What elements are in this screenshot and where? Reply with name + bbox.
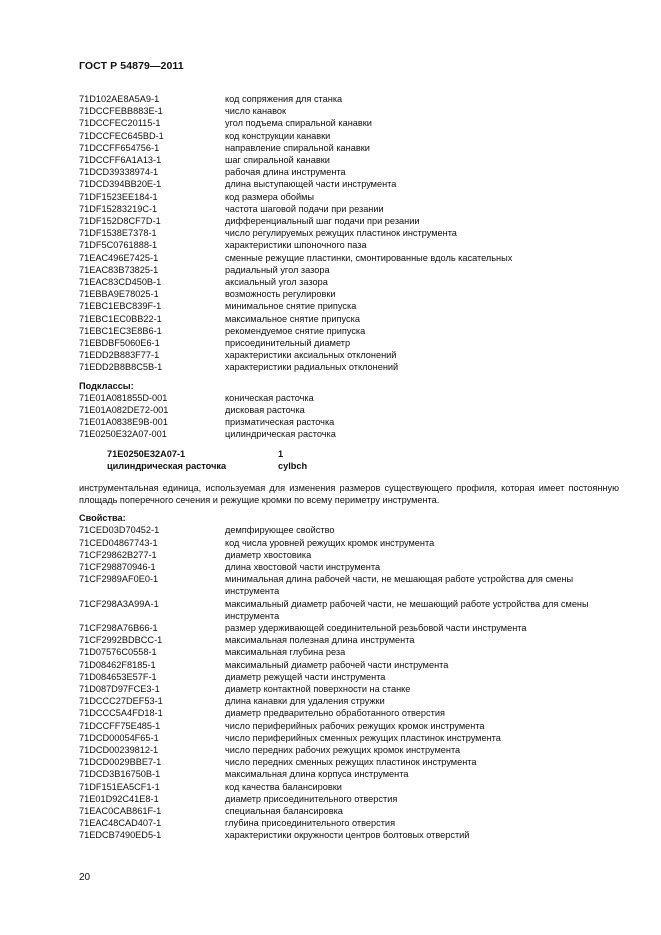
class-name: цилиндрическая расточка [107,460,227,471]
item-code: 71DCD394BB20E-1 [79,179,162,190]
subclasses-list [79,392,619,441]
item-description: сменные режущие пластинки, смонтированные вдоль касательных [225,252,513,263]
properties-list [79,524,619,841]
list-item [79,793,619,805]
item-description: длина выступающей части инструмента [225,179,397,190]
list-item [79,227,619,239]
item-code: 71EDD2B883F77-1 [79,350,160,361]
item-description: размер удерживающей соединительной резьбовой части инструмента [225,622,527,633]
item-code: 71DCCFF654756-1 [79,142,160,153]
item-description: код размера обоймы [225,191,315,202]
list-item [79,404,619,416]
list-item [79,361,619,373]
item-description: максимальный диаметр рабочей части, не мешающий работе устройства для смены инструмента [225,598,589,621]
item-description: цилиндрическая расточка [225,429,336,440]
item-code: 71E01D92C41E8-1 [79,793,159,804]
item-code: 71DCCC27DEF53-1 [79,696,163,707]
item-description: характеристики окружности центров болтовых отверстий [225,830,470,841]
item-code: 71DCCFEBB883E-1 [79,106,163,117]
item-description: коническая расточка [225,392,314,403]
item-code: 71CF298A3A99A-1 [79,598,159,609]
item-description: рекомендуемое снятие припуска [225,325,366,336]
item-code: 71DF1538E7378-1 [79,228,157,239]
class-version: 1 [278,448,284,459]
item-code: 71CF2992BDBCC-1 [79,635,163,646]
list-item [79,191,619,203]
item-code: 71DCCFEC645BD-1 [79,130,164,141]
list-item [79,561,619,573]
item-code: 71EAC83B73825-1 [79,264,159,275]
list-item [79,252,619,264]
item-description: число канавок [225,106,287,117]
list-item [79,695,619,707]
list-item [79,817,619,829]
list-item [79,105,619,117]
list-item [79,573,619,597]
item-code: 71CF2989AF0E0-1 [79,574,159,585]
class-entry [107,448,619,472]
item-description: дифференциальный шаг подачи при резании [225,216,420,227]
list-item [79,671,619,683]
item-description: минимальная длина рабочей части, не мешающая работе устройства для смены инструмента [225,574,574,597]
item-description: число периферийных сменных режущих пластинок инструмента [225,732,501,743]
item-code: 71D07576C0558-1 [79,647,157,658]
item-code: 71EDD2B8B8C5B-1 [79,362,163,373]
item-code: 71E01A081855D-001 [79,392,168,403]
item-description: максимальный диаметр рабочей части инструмента [225,659,449,670]
list-item [79,142,619,154]
item-description: частота шаговой подачи при резании [225,203,384,214]
list-item [79,166,619,178]
list-item [79,313,619,325]
item-description: максимальное снятие припуска [225,313,360,324]
item-code: 71DF1523EE184-1 [79,191,158,202]
list-item [79,349,619,361]
list-item [79,744,619,756]
item-code: 71EAC0CAB861F-1 [79,805,162,816]
list-item [79,829,619,841]
list-item [79,264,619,276]
item-description: присоединительный диаметр [225,338,351,349]
list-item [79,683,619,695]
item-code: 71DCCFF6A1A13-1 [79,155,162,166]
list-item [79,720,619,732]
list-item [79,428,619,440]
item-description: призматическая расточка [225,417,335,428]
item-code: 71EBC1EC0BB22-1 [79,313,162,324]
list-item [79,154,619,166]
item-code: 71EAC48CAD407-1 [79,818,162,829]
subclasses-heading: Подклассы: [79,380,134,391]
item-code: 71EDCB7490ED5-1 [79,830,162,841]
item-code: 71DCD3B16750B-1 [79,769,161,780]
list-item [79,392,619,404]
item-description: код сопряжения для станка [225,94,343,104]
list-item [79,524,619,536]
list-item [79,622,619,634]
item-code: 71CED04867743-1 [79,537,158,548]
item-description: максимальная полезная длина инструмента [225,635,415,646]
page-header: ГОСТ Р 54879—2011 [79,60,184,72]
item-code: 71DCCFEC20115-1 [79,118,161,129]
list-item [79,215,619,227]
item-description: число передних сменных режущих пластинок инструмента [225,757,477,768]
item-description: код числа уровней режущих кромок инструмента [225,537,435,548]
item-description: специальная балансировка [225,805,343,816]
item-description: возможность регулировки [225,289,336,300]
class-definition: инструментальная единица, используемая для изменения размеров существующего профиля, которая имеет постоянную площадь поперечного сечения и режущие кромки по всему периметру инструмента. [79,482,619,505]
list-item [79,732,619,744]
item-description: число периферийных рабочих режущих кромок инструмента [225,720,485,731]
item-code: 71DCCC5A4FD18-1 [79,708,163,719]
item-description: дисковая расточка [225,405,305,416]
list-item [79,203,619,215]
item-code: 71D084653E57F-1 [79,671,157,682]
item-description: характеристики аксиальных отклонений [225,350,397,361]
list-item [79,646,619,658]
item-code: 71E01A082DE72-001 [79,405,169,416]
item-code: 71DCD39338974-1 [79,167,159,178]
page-number: 20 [79,872,91,883]
class-code: 71E0250E32A07-1 [107,448,186,459]
list-item [79,598,619,622]
list-item [79,239,619,251]
class-short-name: cylbch [278,460,308,471]
item-code: 71D087D97FCE3-1 [79,683,160,694]
list-item [79,130,619,142]
item-description: число регулируемых режущих пластинок инструмента [225,228,457,239]
item-code: 71EBDBF5060E6-1 [79,338,160,349]
item-description: рабочая длина инструмента [225,167,346,178]
item-code: 71DCCFF75E485-1 [79,720,161,731]
list-item [79,707,619,719]
item-description: диаметр хвостовика [225,549,312,560]
item-description: демпфирующее свойство [225,525,335,536]
item-code: 71DF5C0761888-1 [79,240,158,251]
item-description: аксиальный угол зазора [225,277,328,288]
list-item [79,756,619,768]
list-item [79,288,619,300]
item-code: 71EBBA9E78025-1 [79,289,159,300]
item-code: 71EBC1EBC839F-1 [79,301,162,312]
list-item [79,117,619,129]
item-code: 71CED03D70452-1 [79,525,160,536]
item-code: 71DF15283219C-1 [79,203,158,214]
item-description: шаг спиральной канавки [225,155,330,166]
item-code: 71DF152D8CF7D-1 [79,216,161,227]
item-description: радиальный угол зазора [225,264,330,275]
item-code: 71DCD00054F65-1 [79,732,159,743]
list-item [79,634,619,646]
item-code: 71DF151EA5CF1-1 [79,781,160,792]
item-description: код конструкции канавки [225,130,331,141]
attribute-list [79,93,619,374]
item-description: число передних рабочих режущих кромок инструмента [225,744,461,755]
list-item [79,93,619,105]
item-description: угол подъема спиральной канавки [225,118,372,129]
item-description: длина хвостовой части инструмента [225,561,381,572]
list-item [79,805,619,817]
list-item [79,416,619,428]
item-description: диаметр контактной поверхности на станке [225,683,411,694]
list-item [79,325,619,337]
item-code: 71E0250E32A07-001 [79,429,167,440]
item-code: 71CF298870946-1 [79,561,156,572]
page-content [79,93,619,842]
item-code: 71D102AE8A5A9-1 [79,94,160,104]
item-description: минимальное снятие припуска [225,301,357,312]
list-item [79,300,619,312]
item-description: характеристики шпоночного паза [225,240,367,251]
list-item [79,768,619,780]
list-item [79,337,619,349]
list-item [79,276,619,288]
item-code: 71DCD0029BBE7-1 [79,757,162,768]
item-description: максимальная длина корпуса инструмента [225,769,409,780]
item-description: длина канавки для удаления стружки [225,696,385,707]
item-code: 71CF298A76B66-1 [79,622,158,633]
properties-heading: Свойства: [79,513,126,524]
item-code: 71DCD00239812-1 [79,744,159,755]
item-description: максимальная глубина реза [225,647,346,658]
list-item [79,537,619,549]
item-description: характеристики радиальных отклонений [225,362,399,373]
item-code: 71EBC1EC3E8B6-1 [79,325,162,336]
item-code: 71EAC83CD450B-1 [79,277,162,288]
item-description: диаметр режущей части инструмента [225,671,386,682]
list-item [79,659,619,671]
list-item [79,549,619,561]
list-item [79,178,619,190]
item-code: 71D08462F8185-1 [79,659,156,670]
list-item [79,781,619,793]
item-code: 71EAC496E7425-1 [79,252,159,263]
item-code: 71E01A0838E9B-001 [79,417,168,428]
item-description: код качества балансировки [225,781,342,792]
item-description: диаметр присоединительного отверстия [225,793,398,804]
item-description: диаметр предварительно обработанного отверстия [225,708,445,719]
item-code: 71CF29862B277-1 [79,549,157,560]
item-description: глубина присоединительного отверстия [225,818,396,829]
item-description: направление спиральной канавки [225,142,370,153]
